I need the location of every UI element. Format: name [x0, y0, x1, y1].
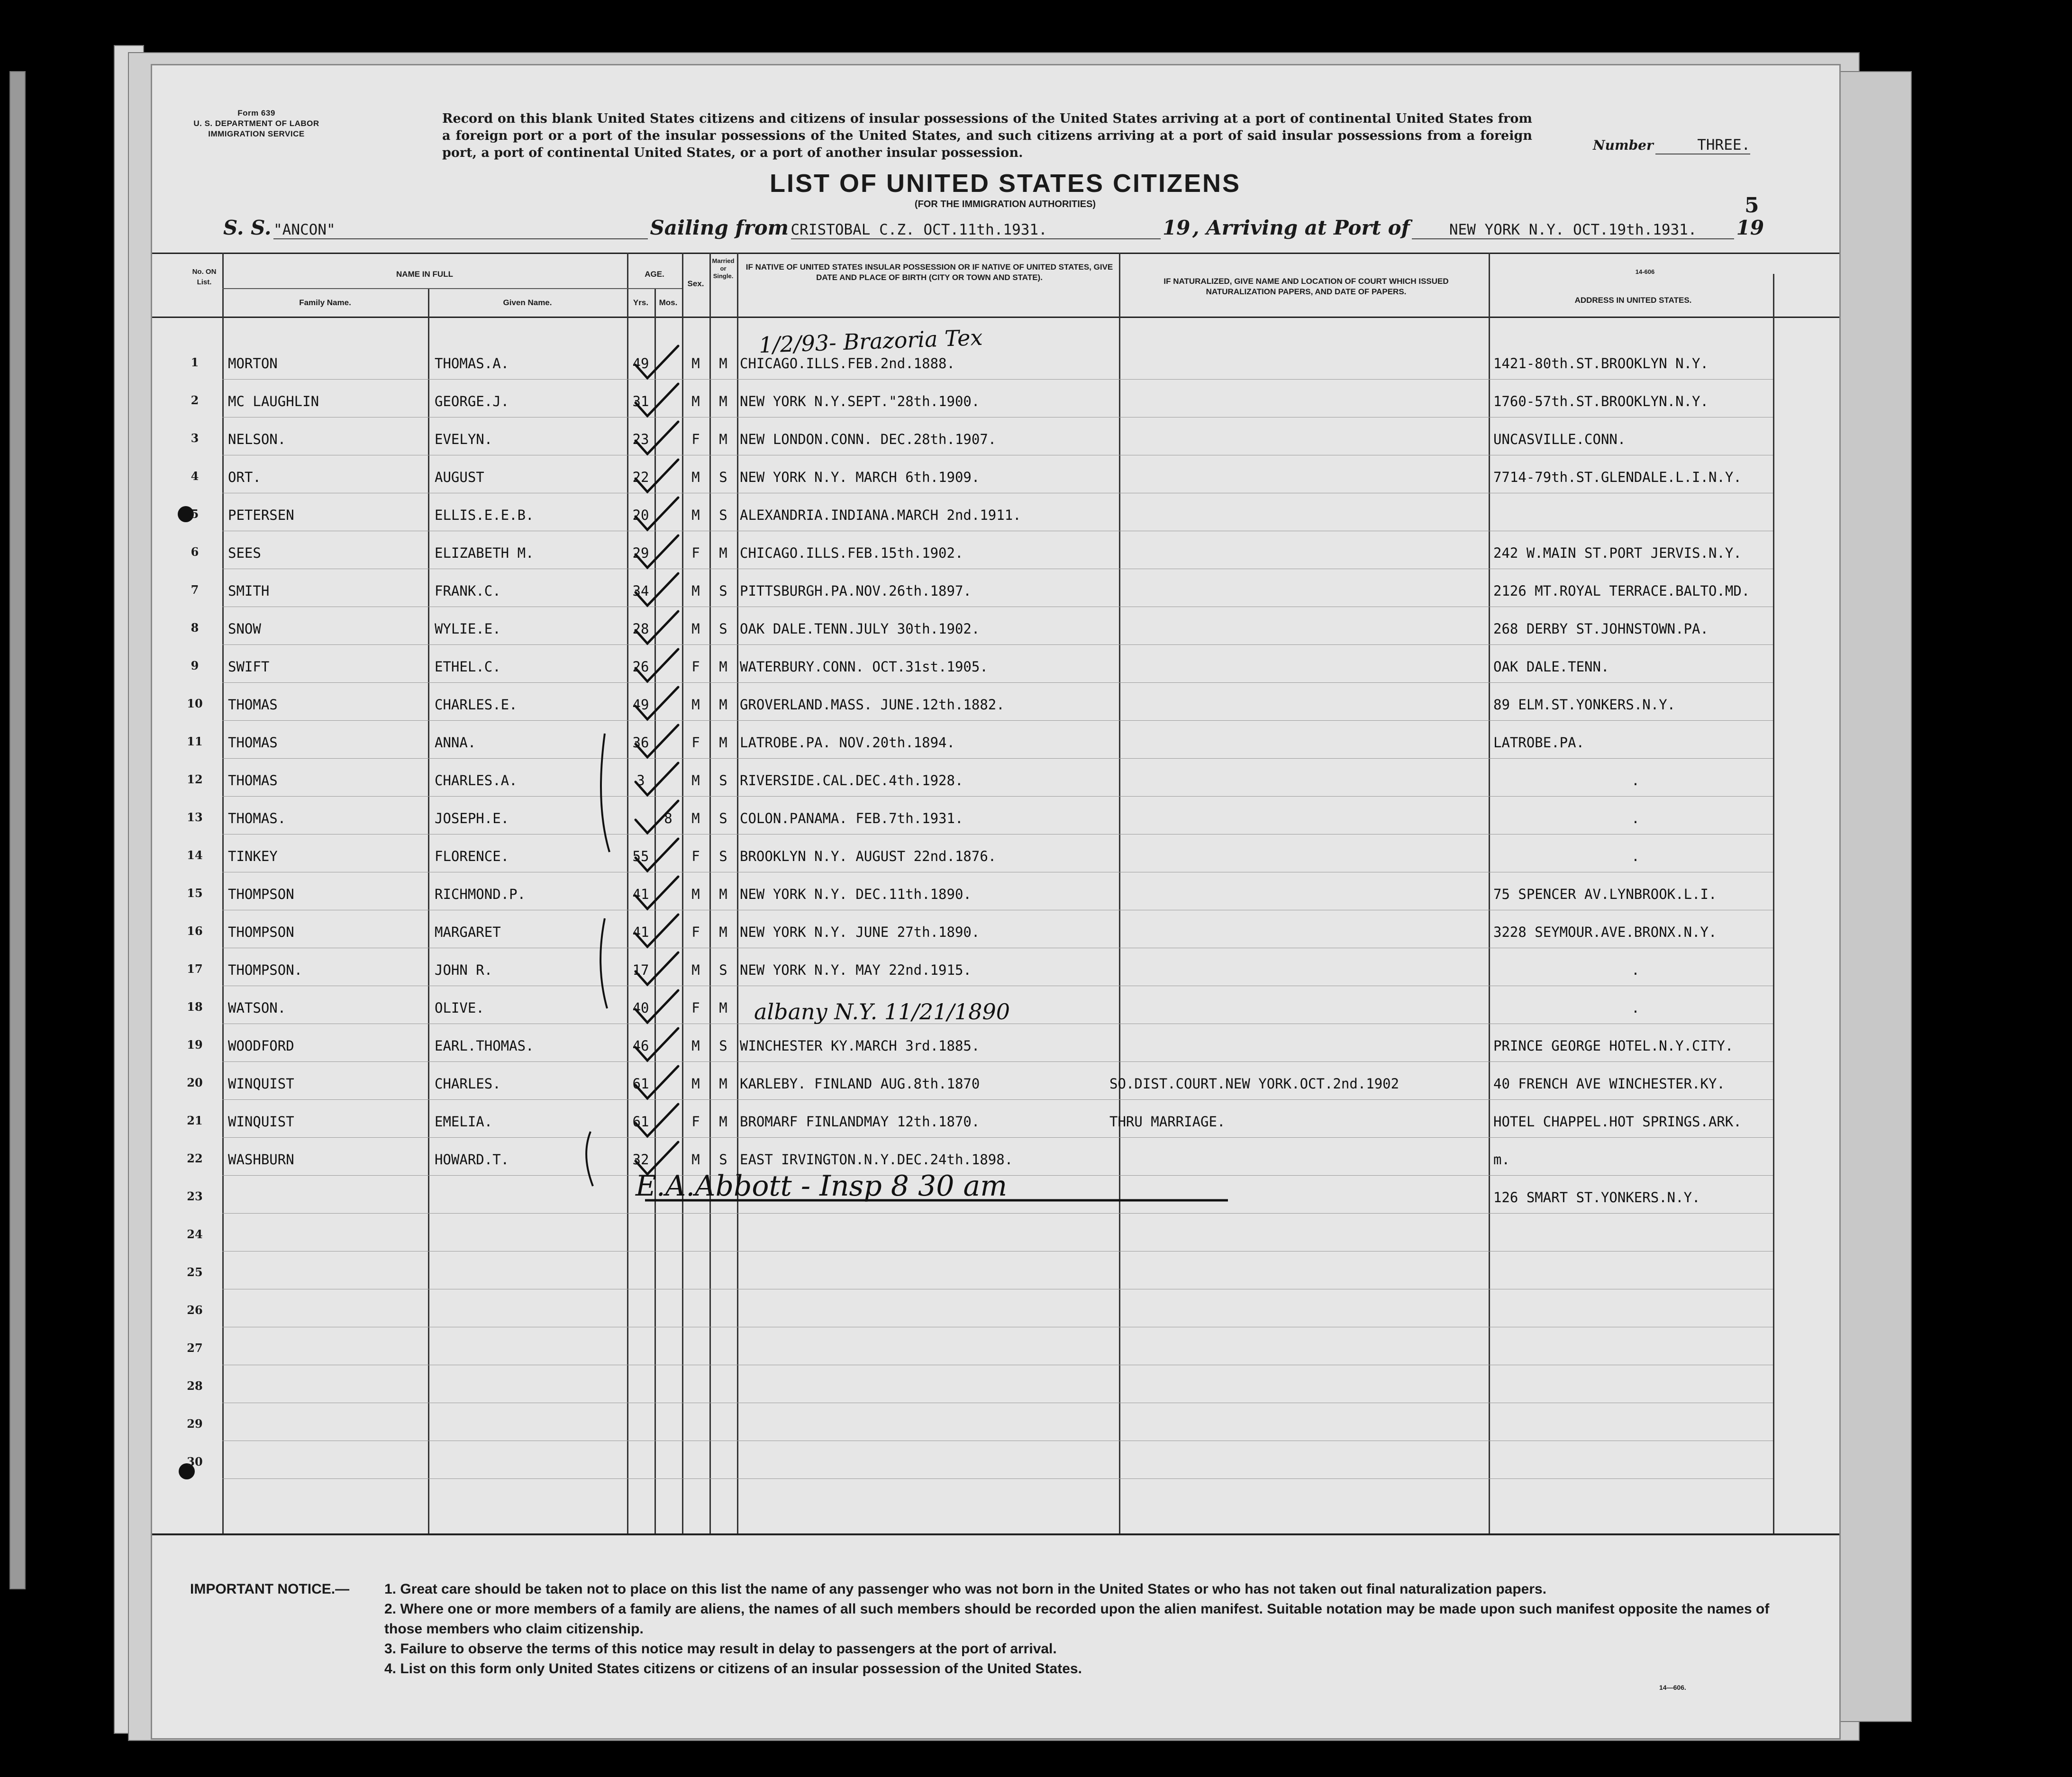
marital-status: S	[719, 1151, 727, 1168]
checkmark	[636, 990, 678, 1023]
row-number: 12	[187, 772, 203, 786]
notice-item-3: 3. Failure to observe the terms of this notice may result in delay to passengers at the port of arrival.	[384, 1641, 1057, 1657]
sex: F	[691, 924, 700, 940]
marital-status: S	[719, 962, 727, 978]
address: 3228 SEYMOUR.AVE.BRONX.N.Y.	[1493, 924, 1717, 940]
col-header-no: No. ON List.	[192, 268, 217, 286]
marital-status: M	[719, 924, 727, 940]
row-number: 14	[187, 848, 203, 862]
checkmark	[636, 763, 678, 795]
family-name: MC LAUGHLIN	[228, 393, 319, 409]
birth-place-date: WINCHESTER KY.MARCH 3rd.1885.	[740, 1038, 980, 1054]
age-years: 46	[632, 1038, 649, 1054]
age-years: 55	[632, 848, 649, 864]
family-name: SMITH	[228, 583, 270, 599]
notice-item-4: 4. List on this form only United States citizens or citizens of an insular possession of the United States.	[384, 1661, 1082, 1677]
sex: F	[691, 1000, 700, 1016]
family-name: THOMAS	[228, 734, 278, 751]
col-header-married-single: Married or Single.	[712, 257, 735, 280]
sex: M	[691, 1038, 700, 1054]
family-bracket-thomas	[601, 734, 609, 852]
col-header-age: AGE.	[645, 270, 664, 279]
row-number: 16	[187, 924, 203, 938]
form-number: Form 639	[237, 109, 275, 118]
age-years: 49	[632, 355, 649, 372]
service: IMMIGRATION SERVICE	[208, 129, 305, 138]
address: m.	[1493, 1151, 1510, 1168]
age-years: 31	[632, 393, 649, 409]
sex: M	[691, 507, 700, 523]
row-number: 5	[191, 507, 199, 521]
arriving-label: , Arriving at Port of	[1192, 216, 1410, 239]
marital-status: M	[719, 1114, 727, 1130]
marital-status: M	[719, 545, 727, 561]
notice-item-2: 2. Where one or more members of a family are aliens, the names of all such members should be recorded upon the alien manifest. Suitable notation may be made upon such manifest opposite the names of those members who claim citizenship.	[384, 1601, 1770, 1637]
inspector-signature: E.A.Abbott - Insp 8 30 am	[636, 1170, 1008, 1203]
birth-place-date: WATERBURY.CONN. OCT.31st.1905.	[740, 659, 988, 675]
record-instructions: Record on this blank United States citizens and citizens of insular possessions of the United States arriving at a port of continental United States from a foreign port or a port of the insular possessions of the United States, and such citizens arriving at a port of said insular possessions from a foreign port, a port of continental United States, or a port of another insular possession.	[442, 111, 1532, 160]
handwritten-checkmarks	[152, 65, 1839, 1534]
marital-status: M	[719, 1000, 727, 1016]
col-header-mos: Mos.	[659, 298, 678, 307]
marital-status: S	[719, 469, 727, 485]
row-number: 3	[191, 431, 199, 445]
birth-place-date: NEW YORK N.Y. MARCH 6th.1909.	[740, 469, 980, 485]
row-number: 25	[187, 1265, 203, 1279]
given-name: ANNA.	[435, 734, 476, 751]
family-name: PETERSEN	[228, 507, 294, 523]
handwritten-birth-row18: albany N.Y. 11/21/1890	[754, 999, 1010, 1024]
address: 1760-57th.ST.BROOKLYN.N.Y.	[1493, 393, 1708, 409]
marital-status: M	[719, 659, 727, 675]
year-label-2: 19	[1736, 216, 1764, 239]
address: .	[1631, 772, 1640, 789]
birth-place-date: EAST IRVINGTON.N.Y.DEC.24th.1898.	[740, 1151, 1013, 1168]
sex: M	[691, 621, 700, 637]
row-number: 4	[191, 469, 199, 483]
col-header-name-in-full: NAME IN FULL	[396, 270, 453, 279]
family-name: MORTON	[228, 355, 278, 372]
family-name: NELSON.	[228, 431, 286, 447]
birth-place-date: CHICAGO.ILLS.FEB.2nd.1888.	[740, 355, 955, 372]
page-number: 5	[1745, 193, 1759, 218]
checkmark	[636, 1104, 678, 1136]
family-name: SNOW	[228, 621, 261, 637]
address: 242 W.MAIN ST.PORT JERVIS.N.Y.	[1493, 545, 1742, 561]
address: .	[1631, 848, 1640, 864]
given-name: EVELYN.	[435, 431, 493, 447]
checkmark	[636, 839, 678, 871]
address: 89 ELM.ST.YONKERS.N.Y.	[1493, 697, 1676, 713]
age-years: 36	[632, 734, 649, 751]
row-number: 30	[187, 1455, 203, 1469]
row-number: 24	[187, 1227, 203, 1241]
sex: F	[691, 431, 700, 447]
row-number: 29	[187, 1417, 203, 1431]
number-label: Number	[1593, 137, 1654, 153]
page-subtitle: (FOR THE IMMIGRATION AUTHORITIES)	[914, 199, 1096, 209]
age-years: 17	[632, 962, 649, 978]
family-name: WINQUIST	[228, 1076, 294, 1092]
marital-status: M	[719, 1076, 727, 1092]
ship-name: "ANCON"	[273, 221, 648, 239]
header-print-code: 14-606	[1635, 268, 1655, 275]
marital-status: S	[719, 507, 727, 523]
sex: M	[691, 810, 700, 826]
given-name: FLORENCE.	[435, 848, 509, 864]
year-label-1: 19	[1162, 216, 1190, 239]
age-years: 34	[632, 583, 649, 599]
age-years: 20	[632, 507, 649, 523]
birth-place-date: NEW YORK N.Y. DEC.11th.1890.	[740, 886, 972, 902]
given-name: WYLIE.E.	[435, 621, 501, 637]
family-name: THOMAS	[228, 697, 278, 713]
col-header-address: ADDRESS IN UNITED STATES.	[1574, 296, 1692, 305]
sex: F	[691, 848, 700, 864]
checkmark	[636, 725, 678, 757]
naturalization: THRU MARRIAGE.	[1109, 1114, 1226, 1130]
birth-place-date: BROMARF FINLANDMAY 12th.1870.	[740, 1114, 980, 1130]
col-header-family-name: Family Name.	[299, 298, 351, 307]
family-name: WATSON.	[228, 1000, 286, 1016]
birth-place-date: NEW YORK N.Y. MAY 22nd.1915.	[740, 962, 972, 978]
family-bracket-winquist	[586, 1132, 593, 1186]
age-years: 41	[632, 886, 649, 902]
sex: M	[691, 1076, 700, 1092]
arriving-value: NEW YORK N.Y. OCT.19th.1931.	[1412, 221, 1734, 239]
birth-place-date: CHICAGO.ILLS.FEB.15th.1902.	[740, 545, 963, 561]
family-name: THOMPSON.	[228, 962, 303, 978]
col-header-naturalized: IF NATURALIZED, GIVE NAME AND LOCATION OF COURT WHICH ISSUED NATURALIZATION PAPERS, AND DATE OF PAPERS.	[1163, 277, 1449, 296]
col-header-yrs: Yrs.	[633, 298, 649, 307]
age-years: 28	[632, 621, 649, 637]
sex: M	[691, 583, 700, 599]
given-name: HOWARD.T.	[435, 1151, 509, 1168]
marital-status: S	[719, 621, 727, 637]
family-name: TINKEY	[228, 848, 278, 864]
col-header-sex: Sex.	[687, 279, 704, 288]
age-years: 41	[632, 924, 649, 940]
sex: F	[691, 545, 700, 561]
checkmark	[636, 649, 678, 681]
address: PRINCE GEORGE HOTEL.N.Y.CITY.	[1493, 1038, 1734, 1054]
family-name: WINQUIST	[228, 1114, 294, 1130]
manifest-page	[151, 64, 1841, 1740]
birth-place-date: NEW LONDON.CONN. DEC.28th.1907.	[740, 431, 997, 447]
given-name: EMELIA.	[435, 1114, 493, 1130]
row-number: 17	[187, 962, 203, 976]
birth-place-date: ALEXANDRIA.INDIANA.MARCH 2nd.1911.	[740, 507, 1021, 523]
naturalization: SO.DIST.COURT.NEW YORK.OCT.2nd.1902	[1109, 1076, 1400, 1092]
given-name: THOMAS.A.	[435, 355, 509, 372]
age-years: 23	[632, 431, 649, 447]
checkmark	[636, 687, 678, 719]
sex: M	[691, 1151, 700, 1168]
checkmark	[636, 498, 678, 530]
address: HOTEL CHAPPEL.HOT SPRINGS.ARK.	[1493, 1114, 1742, 1130]
birth-place-date: BROOKLYN N.Y. AUGUST 22nd.1876.	[740, 848, 997, 864]
age-years: 26	[632, 659, 649, 675]
page-edge-left	[9, 71, 26, 1589]
family-name: THOMAS.	[228, 810, 286, 826]
address: .	[1631, 810, 1640, 826]
address: 40 FRENCH AVE WINCHESTER.KY.	[1493, 1076, 1725, 1092]
checkmark	[636, 952, 678, 985]
row-number: 10	[187, 697, 203, 710]
age-years: 29	[632, 545, 649, 561]
department: U. S. DEPARTMENT OF LABOR	[193, 119, 319, 128]
family-name: SWIFT	[228, 659, 270, 675]
given-name: FRANK.C.	[435, 583, 501, 599]
checkmark	[636, 346, 678, 378]
sex: M	[691, 886, 700, 902]
birth-place-date: COLON.PANAMA. FEB.7th.1931.	[740, 810, 963, 826]
checkmark	[636, 1028, 678, 1061]
address: 268 DERBY ST.JOHNSTOWN.PA.	[1493, 621, 1708, 637]
notice-print-code: 14—606.	[1659, 1684, 1686, 1691]
age-years: 22	[632, 469, 649, 485]
checkmark	[636, 1066, 678, 1098]
given-name: ELLIS.E.E.B.	[435, 507, 534, 523]
sailing-value: CRISTOBAL C.Z. OCT.11th.1931.	[791, 221, 1161, 239]
family-name: WASHBURN	[228, 1151, 294, 1168]
address: UNCASVILLE.CONN.	[1493, 431, 1626, 447]
row-number: 15	[187, 886, 203, 900]
col-header-given-name: Given Name.	[503, 298, 552, 307]
sailing-label: Sailing from	[650, 216, 789, 239]
given-name: AUGUST	[435, 469, 484, 485]
page-title: LIST OF UNITED STATES CITIZENS	[770, 169, 1241, 198]
sex: M	[691, 355, 700, 372]
family-name: WOODFORD	[228, 1038, 294, 1054]
row-number: 9	[191, 659, 199, 672]
given-name: EARL.THOMAS.	[435, 1038, 534, 1054]
row-number: 28	[187, 1379, 203, 1393]
given-name: JOHN R.	[435, 962, 493, 978]
marital-status: M	[719, 431, 727, 447]
address: OAK DALE.TENN.	[1493, 659, 1609, 675]
sex: M	[691, 697, 700, 713]
given-name: CHARLES.E.	[435, 697, 518, 713]
checkmark	[636, 801, 678, 833]
ss-label: S. S.	[223, 216, 272, 239]
age-years: 3	[636, 772, 645, 789]
notice-label: IMPORTANT NOTICE.—	[190, 1581, 350, 1597]
row-number: 23	[187, 1189, 203, 1203]
given-name: MARGARET	[435, 924, 501, 940]
sex: F	[691, 659, 700, 675]
marital-status: S	[719, 772, 727, 789]
row-number: 2	[191, 393, 199, 407]
address: 7714-79th.ST.GLENDALE.L.I.N.Y.	[1493, 469, 1742, 485]
family-name: SEES	[228, 545, 261, 561]
row-number: 11	[187, 734, 203, 748]
checkmark	[636, 535, 678, 568]
row-number: 27	[187, 1341, 203, 1355]
given-name: CHARLES.A.	[435, 772, 518, 789]
age-years: 32	[632, 1151, 649, 1168]
family-name: THOMPSON	[228, 924, 294, 940]
family-name: THOMPSON	[228, 886, 294, 902]
row-number: 6	[191, 545, 199, 559]
address: 126 SMART ST.YONKERS.N.Y.	[1493, 1189, 1700, 1206]
row-number: 22	[187, 1151, 203, 1165]
address: 1421-80th.ST.BROOKLYN N.Y.	[1493, 355, 1708, 372]
handwritten-birth-row1: 1/2/93- Brazoria Tex	[758, 324, 983, 358]
sex: M	[691, 469, 700, 485]
checkmark	[636, 384, 678, 416]
given-name: ETHEL.C.	[435, 659, 501, 675]
row-number: 20	[187, 1076, 203, 1089]
birth-place-date: LATROBE.PA. NOV.20th.1894.	[740, 734, 955, 751]
sex: M	[691, 393, 700, 409]
birth-place-date: RIVERSIDE.CAL.DEC.4th.1928.	[740, 772, 963, 789]
marital-status: S	[719, 583, 727, 599]
row-number: 21	[187, 1114, 203, 1127]
birth-place-date: NEW YORK N.Y. JUNE 27th.1890.	[740, 924, 980, 940]
address: LATROBE.PA.	[1493, 734, 1585, 751]
marital-status: M	[719, 393, 727, 409]
family-bracket-thompson	[600, 918, 607, 1008]
address: 2126 MT.ROYAL TERRACE.BALTO.MD.	[1493, 583, 1750, 599]
row-number: 13	[187, 810, 203, 824]
sex: F	[691, 1114, 700, 1130]
age-years: 61	[632, 1076, 649, 1092]
notice-item-1: 1. Great care should be taken not to place on this list the name of any passenger who was not born in the United States or who has not taken out final naturalization papers.	[384, 1581, 1547, 1597]
checkmark	[636, 877, 678, 909]
page-stack-right	[1839, 71, 1912, 1722]
marital-status: M	[719, 886, 727, 902]
age-years: 61	[632, 1114, 649, 1130]
marital-status: M	[719, 697, 727, 713]
given-name: OLIVE.	[435, 1000, 484, 1016]
sex: M	[691, 772, 700, 789]
row-number: 26	[187, 1303, 203, 1317]
birth-place-date: GROVERLAND.MASS. JUNE.12th.1882.	[740, 697, 1005, 713]
marital-status: M	[719, 355, 727, 372]
address: .	[1631, 1000, 1640, 1016]
address: .	[1631, 962, 1640, 978]
marital-status: S	[719, 848, 727, 864]
checkmark	[636, 915, 678, 947]
family-name: THOMAS	[228, 772, 278, 789]
age-months: 8	[664, 810, 672, 826]
col-header-birth: IF NATIVE OF UNITED STATES INSULAR POSSESSION OR IF NATIVE OF UNITED STATES, GIVE DATE AND PLACE OF BIRTH (CITY OR TOWN AND STATE).	[745, 263, 1113, 282]
row-number: 8	[191, 621, 199, 635]
birth-place-date: OAK DALE.TENN.JULY 30th.1902.	[740, 621, 980, 637]
marital-status: M	[719, 734, 727, 751]
row-number: 18	[187, 1000, 203, 1014]
number-value: THREE.	[1655, 136, 1750, 154]
marital-status: S	[719, 810, 727, 826]
address: 75 SPENCER AV.LYNBROOK.L.I.	[1493, 886, 1717, 902]
age-years: 49	[632, 697, 649, 713]
given-name: RICHMOND.P.	[435, 886, 526, 902]
checkmark	[636, 611, 678, 644]
given-name: JOSEPH.E.	[435, 810, 509, 826]
checkmark	[636, 573, 678, 606]
given-name: GEORGE.J.	[435, 393, 509, 409]
checkmark	[636, 460, 678, 492]
birth-place-date: PITTSBURGH.PA.NOV.26th.1897.	[740, 583, 972, 599]
birth-place-date: KARLEBY. FINLAND AUG.8th.1870	[740, 1076, 980, 1092]
sex: F	[691, 734, 700, 751]
row-number: 1	[191, 355, 199, 369]
sex: M	[691, 962, 700, 978]
row-number: 19	[187, 1038, 203, 1052]
row-number: 7	[191, 583, 199, 597]
given-name: ELIZABETH M.	[435, 545, 534, 561]
family-name: ORT.	[228, 469, 261, 485]
marital-status: S	[719, 1038, 727, 1054]
checkmark	[636, 422, 678, 454]
given-name: CHARLES.	[435, 1076, 501, 1092]
birth-place-date: NEW YORK N.Y.SEPT."28th.1900.	[740, 393, 980, 409]
age-years: 40	[632, 1000, 649, 1016]
